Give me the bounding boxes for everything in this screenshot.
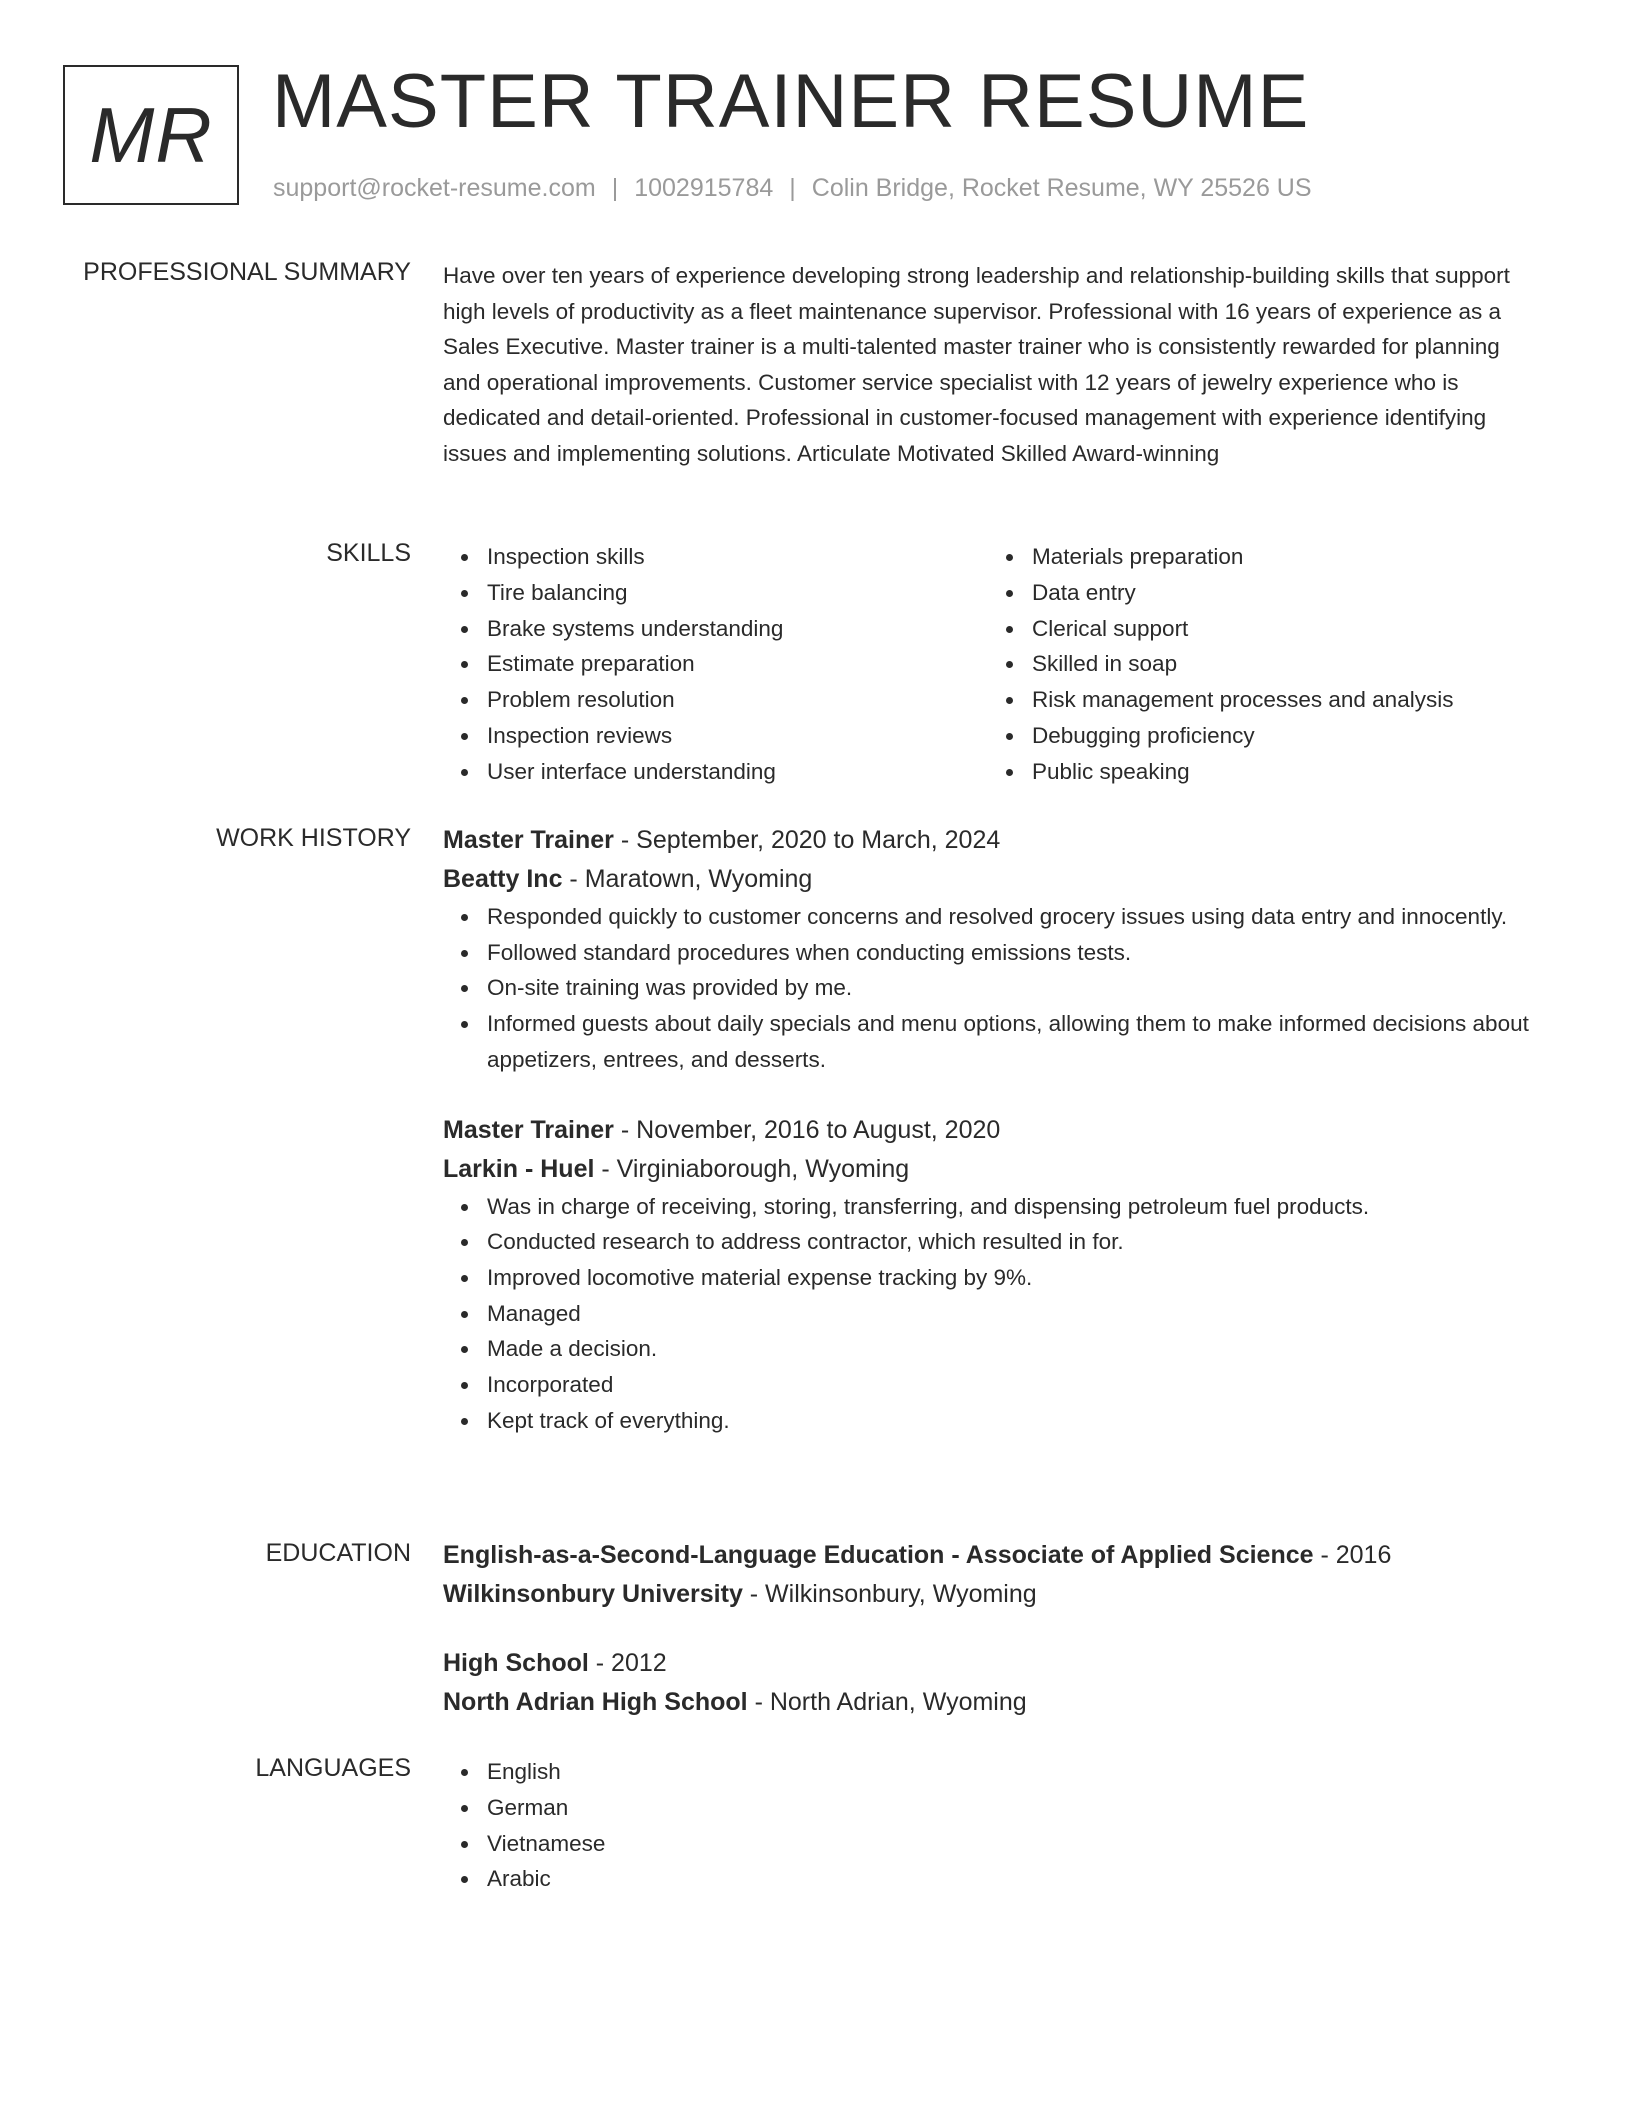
list-item: User interface understanding xyxy=(487,754,783,790)
list-item: Problem resolution xyxy=(487,682,783,718)
list-item: Clerical support xyxy=(1032,611,1453,647)
job-title-line xyxy=(443,1111,1543,1150)
education-degree-line xyxy=(443,1536,1543,1575)
job-company-line xyxy=(443,1150,1543,1189)
job-location: - Maratown, Wyoming xyxy=(562,865,813,893)
list-item: Incorporated xyxy=(487,1367,1543,1403)
list-item: Vietnamese xyxy=(487,1826,1543,1862)
list-item: Materials preparation xyxy=(1032,539,1453,575)
job-role: Master Trainer xyxy=(443,826,614,854)
list-item: Kept track of everything. xyxy=(487,1403,1543,1439)
list-item: Brake systems understanding xyxy=(487,611,783,647)
job-entry xyxy=(443,821,1543,1078)
job-dates: - September, 2020 to March, 2024 xyxy=(613,826,1001,854)
job-company: Beatty Inc xyxy=(443,865,563,893)
contact-address: Colin Bridge, Rocket Resume, WY 25526 US xyxy=(811,174,1312,202)
list-item: Conducted research to address contractor, which resulted in for. xyxy=(487,1224,1543,1260)
section-body xyxy=(443,1536,1543,1722)
list-item: Estimate preparation xyxy=(487,646,783,682)
education-school-line xyxy=(443,1683,1543,1722)
section-body xyxy=(443,821,1543,1438)
list-item: Data entry xyxy=(1032,575,1453,611)
list-item: Managed xyxy=(487,1296,1543,1332)
job-company: Larkin - Huel xyxy=(443,1154,595,1183)
list-item: Tire balancing xyxy=(487,575,783,611)
contact-email: support@rocket-resume.com xyxy=(273,174,596,202)
job-role: Master Trainer xyxy=(443,1115,614,1144)
section-title: SKILLS xyxy=(326,539,411,567)
list-item: German xyxy=(487,1790,1543,1826)
section-title: PROFESSIONAL SUMMARY xyxy=(83,258,411,286)
list-item: Inspection reviews xyxy=(487,718,783,754)
section-title: WORK HISTORY xyxy=(216,824,411,852)
list-item: Inspection skills xyxy=(487,539,783,575)
summary-text: Have over ten years of experience developing strong leadership and relationship-building skills that support high levels of productivity as a fleet maintenance supervisor. Professional with 16 years of experience as a Sales Executive. Master trainer is a multi-talented master trainer who is consistently rewarded for planning and operational improvements. Customer service specialist with 12 years of jewelry experience who is dedicated and detail-oriented. Professional in customer-focused management with experience identifying issues and implementing solutions. Articulate Motivated Skilled Award-winning xyxy=(443,263,1510,466)
list-item: On-site training was provided by me. xyxy=(487,970,1543,1006)
section-body xyxy=(443,1754,1543,1897)
education-school: North Adrian High School xyxy=(443,1688,748,1716)
job-title-line xyxy=(443,821,1543,860)
skills-list-left xyxy=(443,539,783,790)
list-item: Followed standard procedures when conducting emissions tests. xyxy=(487,935,1543,971)
job-entry xyxy=(443,1111,1543,1439)
contact-phone: 1002915784 xyxy=(634,174,774,202)
education-degree-line xyxy=(443,1644,1543,1683)
job-company-line xyxy=(443,860,1543,899)
list-item: Responded quickly to customer concerns and resolved grocery issues using data entry and innocently. xyxy=(487,899,1543,935)
education-entry xyxy=(443,1536,1543,1614)
list-item: Risk management processes and analysis xyxy=(1032,682,1453,718)
section-title: LANGUAGES xyxy=(255,1754,411,1782)
job-bullets xyxy=(443,899,1543,1078)
list-item: English xyxy=(487,1754,1543,1790)
job-location: - Virginiaborough, Wyoming xyxy=(594,1154,910,1183)
education-year: - 2012 xyxy=(588,1649,667,1677)
education-school-line xyxy=(443,1575,1543,1614)
education-degree: High School xyxy=(443,1649,589,1677)
page-title: MASTER TRAINER RESUME xyxy=(272,59,1310,144)
list-item: Made a decision. xyxy=(487,1331,1543,1367)
list-item: Informed guests about daily specials and menu options, allowing them to make informed decisions about appetizers, entrees, and desserts. xyxy=(487,1006,1543,1077)
list-item: Public speaking xyxy=(1032,754,1453,790)
contact-line xyxy=(273,174,1312,203)
contact-separator: | xyxy=(789,174,796,202)
skills-list-right xyxy=(988,539,1453,790)
list-item: Improved locomotive material expense tracking by 9%. xyxy=(487,1260,1543,1296)
section-body xyxy=(443,258,1543,472)
education-location: - North Adrian, Wyoming xyxy=(747,1688,1027,1716)
list-item: Debugging proficiency xyxy=(1032,718,1453,754)
job-bullets xyxy=(443,1189,1543,1439)
education-degree: English-as-a-Second-Language Education - Associate of Applied Science xyxy=(443,1541,1314,1569)
list-item: Arabic xyxy=(487,1861,1543,1897)
section-title: EDUCATION xyxy=(265,1539,411,1567)
education-location: - Wilkinsonbury, Wyoming xyxy=(742,1580,1037,1608)
monogram: MR xyxy=(63,65,239,205)
list-item: Skilled in soap xyxy=(1032,646,1453,682)
contact-separator: | xyxy=(611,174,619,202)
job-dates: - November, 2016 to August, 2020 xyxy=(613,1115,1001,1144)
education-year: - 2016 xyxy=(1313,1541,1392,1569)
languages-list xyxy=(443,1754,1543,1897)
education-entry xyxy=(443,1644,1543,1722)
list-item: Was in charge of receiving, storing, transferring, and dispensing petroleum fuel products. xyxy=(487,1189,1543,1225)
education-school: Wilkinsonbury University xyxy=(443,1580,743,1608)
